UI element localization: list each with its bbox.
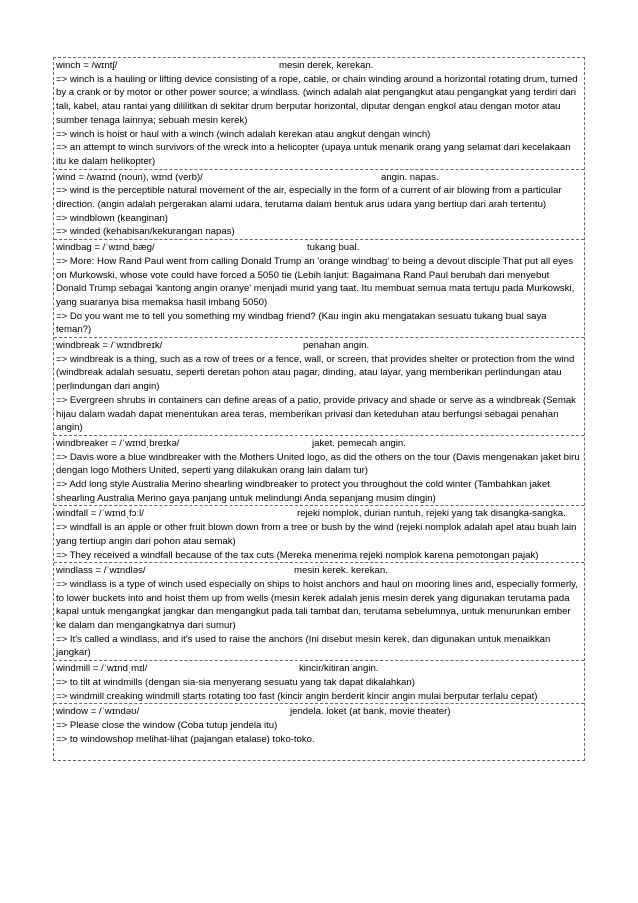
entry-line: => to windowshop melihat-lihat (pajangan etalase) toko-toko. — [56, 733, 315, 745]
entry-windmill — [54, 661, 584, 704]
entry-line: => Do you want me to tell you something my windbag friend? (Kau ingin aku mengatakan sesuatu tukang bual saya teman?) — [56, 310, 547, 336]
entry-line: => Please close the window (Coba tutup jendela itu) — [56, 719, 278, 731]
entry-line: => windbreak is a thing, such as a row of trees or a fence, wall, or screen, that provides shelter or protection from the wind (windbreak adalah sesuatu, seperti deretan pohon atau pagar, dinding, atau layar, yang memberikan perlindungan atau perlindungan dari angin) — [56, 353, 575, 393]
entry-line: => winded (kehabisan/kekurangan napas) — [56, 226, 235, 238]
entry-windbreaker — [54, 436, 584, 507]
entry-line: => More: How Rand Paul went from calling Donald Trump an 'orange windbag' to being a devout disciple That put all eyes on Murkowski, whose vote could have forced a 5050 tie (Lebih lanjut: Bagaimana Rand Paul berubah dari menyebut Donald Trump sebagai 'kantong angin oranye' menjadi murid yang taat. Itu membuat semua mata tertuju pada Murkowski, yang suaranya bisa memaksa hasil imbang 5050) — [56, 255, 575, 308]
entry-meaning: jendela. loket (at bank, movie theater) — [290, 706, 451, 718]
entry-meaning: jaket. pemecah angin. — [312, 437, 406, 449]
entry-headline — [56, 507, 582, 521]
entry-term: window = /ˈwɪndəʊ/ — [56, 706, 140, 718]
entry-headline — [56, 59, 582, 73]
entry-line: => windmill creaking windmill starts rotating too fast (kincir angin berderit kincir angin mulai berputar terlalu cepat) — [56, 690, 538, 702]
entry-term: windfall = /ˈwɪndˌfɔːl/ — [56, 508, 144, 520]
entry-line: => They received a windfall because of the tax cuts (Mereka menerima rejeki nomplok karena pemotongan pajak) — [56, 549, 539, 561]
entry-line: => an attempt to winch survivors of the wreck into a helicopter (upaya untuk menarik orang yang selamat dari kecelakaan itu ke dalam helikopter) — [56, 142, 571, 167]
entry-term: windbreaker = /ˈwɪndˌbreɪkə/ — [56, 437, 180, 449]
entry-line: => winch is a hauling or lifting device consisting of a rope, cable, or chain winding around a horizontal rotating drum, turned by a crank or by motor or other power source; a windlass. (winch adalah alat pengangkut atau pengangkat yang terdiri dari tali, kabel, atau rantai yang dililitkan di sekitar drum berputar horizontal, diputar dengan engkol atau dengan motor atau sumber tenaga lainnya; sebuah mesin kerek) — [56, 73, 578, 126]
entry-term: winch = /wɪntʃ/ — [56, 60, 118, 71]
entry-term: windbreak = /ˈwɪndbreɪk/ — [56, 340, 163, 352]
entry-meaning: penahan angin. — [303, 340, 370, 352]
entry-meaning: mesin derek, kerekan. — [279, 60, 374, 71]
entry-line: => wind is the perceptible natural movement of the air, especially in the form of a current of air blowing from a particular direction. (angin adalah pergerakan alami udara, terutama dalam bentuk arus udara yang bertiup dari arah tertentu) — [56, 185, 562, 210]
entry-headline — [56, 171, 582, 185]
entry-line: => windlass is a type of winch used especially on ships to hoist anchors and haul on mooring lines and, especially formerly, to lower buckets into and hoist them up from wells (mesin kerek adalah jenis mesin derek yang digunakan terutama pada kapal untuk mengangkat jangkar dan mengangkut pada tali tambat dan, terutama sebelumnya, untuk menurunkan ember ke dalam dan mengangkatnya dari sumur) — [56, 578, 578, 632]
entry-line: => to tilt at windmills (dengan sia-sia menyerang sesuatu yang tak dapat dikalahkan) — [56, 676, 415, 688]
entry-headline — [56, 241, 582, 255]
entry-meaning: rejeki nomplok, durian runtuh, rejeki yang tak disangka-sangka. — [297, 508, 566, 520]
entry-headline — [56, 564, 582, 578]
entry-line: => Add long style Australia Merino shearling windbreaker to protect you throughout the cold winter (Tambahkan jaket shearling Australia Merino gaya panjang untuk melindungi Anda sepanjang musim dingin) — [56, 479, 550, 504]
entry-line: => windfall is an apple or other fruit blown down from a tree or bush by the wind (rejeki nomplok adalah apel atau buah lain yang tertiup angin dari pohon atau semak) — [56, 522, 577, 547]
entry-windlass — [54, 563, 584, 661]
entry-headline — [56, 705, 582, 719]
entry-line: => winch is hoist or haul with a winch (winch adalah kerekan atau angkut dengan winch) — [56, 128, 431, 140]
entry-term: windmill = /ˈwɪndˌmɪl/ — [56, 663, 148, 675]
entry-line: => Davis wore a blue windbreaker with the Mothers United logo, as did the others on the tour (Davis mengenakan jaket biru dengan logo Mothers United, seperti yang dilakukan orang lain dalam tur) — [56, 451, 580, 477]
entry-windbag — [54, 240, 584, 338]
entry-line: => Evergreen shrubs in containers can define areas of a patio, provide privacy and shade or serve as a windbreak (Semak hijau dalam wadah dapat menentukan area teras, memberikan privasi dan keteduhan atau berfungsi sebagai penahan angin) — [56, 394, 576, 434]
entry-line: => windblown (keanginan) — [56, 212, 169, 224]
entry-meaning: angin. napas. — [381, 171, 439, 183]
entry-windfall — [54, 506, 584, 563]
entry-meaning: tukang bual. — [307, 242, 360, 254]
entry-winch — [54, 58, 584, 170]
entry-wind — [54, 170, 584, 241]
entry-headline — [56, 339, 582, 353]
entry-windbreak — [54, 338, 584, 436]
entry-line: => It's called a windlass, and it's used to raise the anchors (Ini disebut mesin kerek, dan digunakan untuk menaikkan jangkar) — [56, 633, 551, 659]
entry-meaning: kincir/kitiran angin. — [299, 663, 379, 675]
entry-term: wind = /waɪnd (noun), wɪnd (verb)/ — [56, 171, 203, 183]
entry-headline — [56, 437, 582, 451]
entry-headline — [56, 662, 582, 676]
entry-window — [54, 704, 584, 760]
entry-term: windbag = /ˈwɪndˌbæɡ/ — [56, 242, 155, 254]
entry-term: windlass = /ˈwɪndləs/ — [56, 565, 146, 577]
dictionary-page — [53, 57, 585, 761]
entry-meaning: mesin kerek. kerekan. — [294, 565, 388, 577]
